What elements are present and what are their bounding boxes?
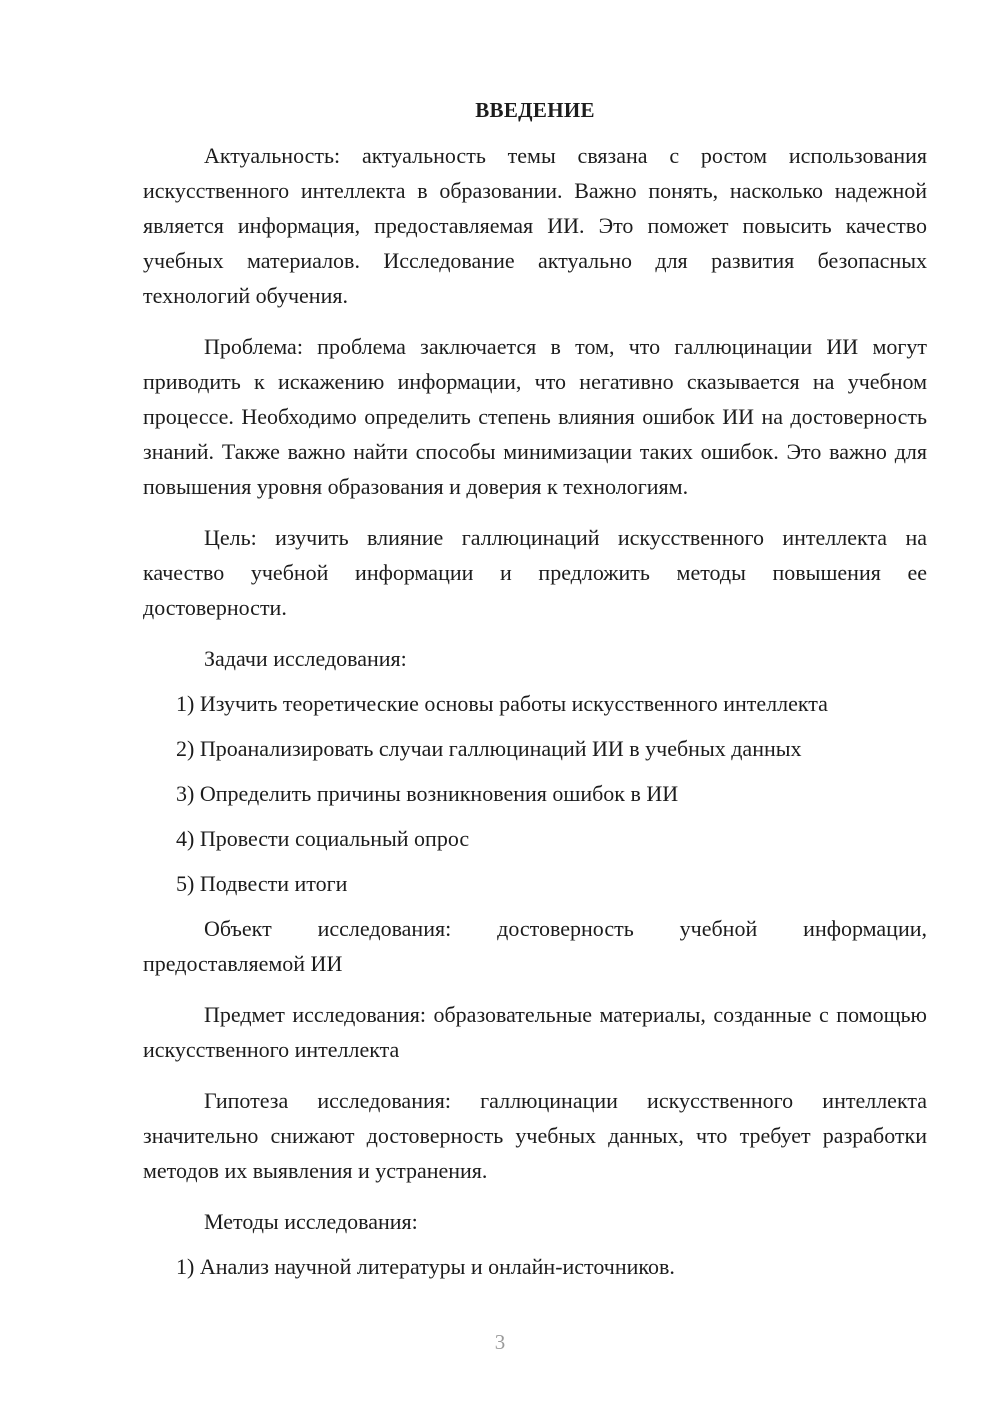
task-item: 1) Изучить теоретические основы работы искусственного интеллекта bbox=[176, 691, 828, 716]
page-number: 3 bbox=[494, 1330, 506, 1354]
goal-paragraph: Цель: изучить влияние галлюцинаций искусственного интеллекта на качество учебной информации и предложить методы повышения ее достоверности. bbox=[143, 525, 927, 620]
task-item: 5) Подвести итоги bbox=[176, 871, 348, 896]
methods-title: Методы исследования: bbox=[204, 1209, 418, 1234]
subject-paragraph: Предмет исследования: образовательные материалы, созданные с помощью искусственного интеллекта bbox=[143, 1002, 927, 1062]
object-paragraph: Объект исследования: достоверность учебной информации, предоставляемой ИИ bbox=[143, 916, 927, 976]
section-heading: ВВЕДЕНИЕ bbox=[475, 98, 595, 122]
problem-paragraph: Проблема: проблема заключается в том, что галлюцинации ИИ могут приводить к искажению информации, что негативно сказывается на учебном процессе. Необходимо определить степень влияния ошибок ИИ на достоверность знаний. Также важно найти способы минимизации таких ошибок. Это важно для повышения уровня образования и доверия к технологиям. bbox=[143, 334, 927, 499]
method-item: 1) Анализ научной литературы и онлайн-источников. bbox=[176, 1254, 675, 1279]
tasks-title: Задачи исследования: bbox=[204, 646, 407, 671]
task-item: 2) Проанализировать случаи галлюцинаций ИИ в учебных данных bbox=[176, 736, 802, 761]
relevance-paragraph: Актуальность: актуальность темы связана с ростом использования искусственного интеллекта в образовании. Важно понять, насколько надежной является информация, предоставляемая ИИ. Это поможет повысить качество учебных материалов. Исследование актуально для развития безопасных технологий обучения. bbox=[143, 143, 927, 308]
task-item: 3) Определить причины возникновения ошибок в ИИ bbox=[176, 781, 679, 806]
task-item: 4) Провести социальный опрос bbox=[176, 826, 470, 851]
hypothesis-paragraph: Гипотеза исследования: галлюцинации искусственного интеллекта значительно снижают достоверность учебных данных, что требует разработки методов их выявления и устранения. bbox=[143, 1088, 927, 1183]
page-content bbox=[143, 95, 927, 1294]
